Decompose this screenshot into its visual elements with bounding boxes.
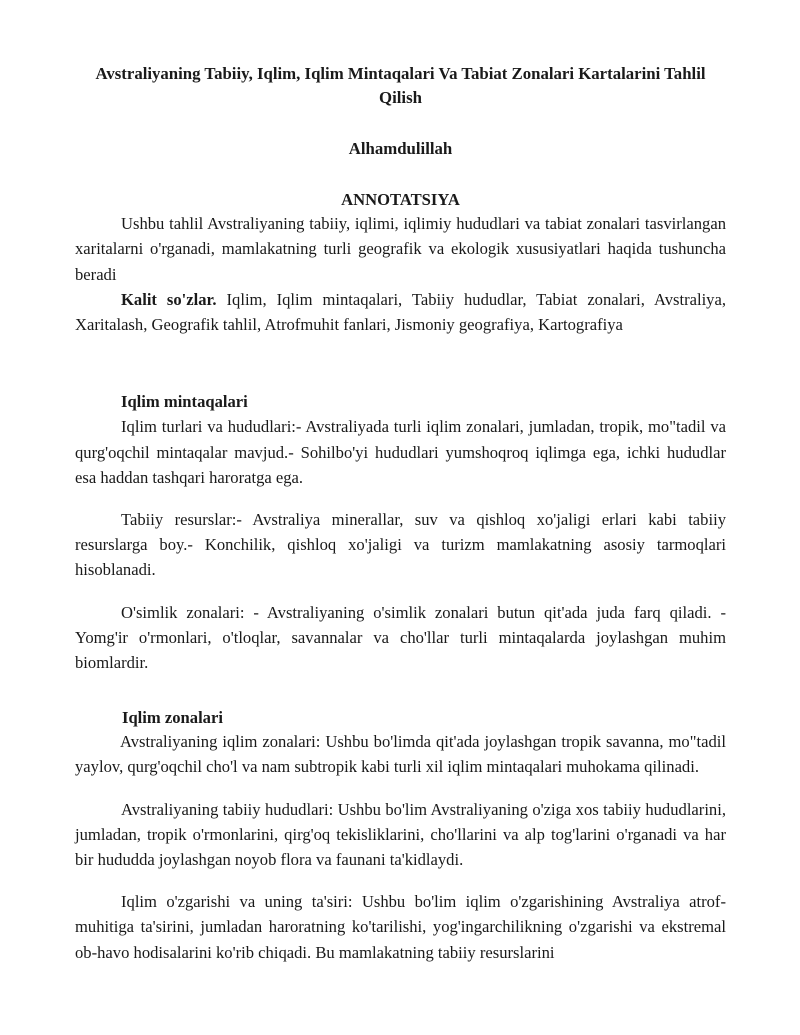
paragraph-natural-regions: Avstraliyaning tabiiy hududlari: Ushbu bo'lim Avstraliyaning o'ziga xos tabiiy hududlarini, jumladan, tropik o'rmonlarini, qirg'oq tekisliklarini, cho'llarini va alp tog'larini o'rganadi va har bir hududda joylashgan noyob flora va faunani ta'kidlaydi. — [75, 799, 726, 870]
paragraph-vegetation-zones: O'simlik zonalari: - Avstraliyaning o'simlik zonalari butun qit'ada juda farq qiladi. - Yomg'ir o'rmonlari, o'tloqlar, savannalar va cho'llar turli mintaqalarda joylashgan muhim biomlardir. — [75, 602, 726, 673]
keywords-label: Kalit so'zlar. — [121, 289, 217, 309]
keywords-paragraph — [75, 287, 726, 337]
paragraph-natural-resources: Tabiiy resurslar:- Avstraliya minerallar, suv va qishloq xo'jaligi erlari kabi tabiiy resurslarga boy.- Konchilik, qishloq xo'jaligi va turizm mamlakatning asosiy tarmoqlari hisoblanadi. — [75, 510, 726, 580]
section-heading-climate-regions: Iqlim mintaqalari — [121, 392, 248, 412]
paragraph-climate-zones: Avstraliyaning iqlim zonalari: Ushbu bo'limda qit'ada joylashgan tropik savanna, mo"tadil yaylov, qurg'oqchil cho'l va nam subtropik kabi turli xil iqlim mintaqalari muhokama qilinadi. — [75, 732, 726, 777]
document-author: Alhamdulillah — [348, 139, 453, 158]
section-heading-climate-zones: Iqlim zonalari — [122, 708, 223, 728]
annotation-heading: ANNOTATSIYA — [341, 190, 460, 210]
document-title: Avstraliyaning Tabiiy, Iqlim, Iqlim Mintaqalari Va Tabiat Zonalari Kartalarini Tahlil Qilish — [95, 64, 706, 107]
keywords-list: Iqlim, Iqlim mintaqalari, Tabiiy hududlar, Tabiat zonalari, Avstraliya, Xaritalash, Geografik tahlil, Atrofmuhit fanlari, Jismoniy geografiya, Kartografiya — [75, 289, 726, 335]
paragraph-climate-types: Iqlim turlari va hududlari:- Avstraliyada turli iqlim zonalari, jumladan, tropik, mo"tadil va qurg'oqchil mintaqalar mavjud.- Sohilbo'yi hududlari yumshoqroq iqlimga ega, ichki hududlar esa haddan tashqari haroratga ega. — [75, 417, 726, 487]
annotation-paragraph: Ushbu tahlil Avstraliyaning tabiiy, iqlimi, iqlimiy hududlari va tabiat zonalari tasvirlangan xaritalarni o'rganadi, mamlakatning turli geografik va ekologik xususiyatlari haqida tushuncha beradi — [75, 214, 726, 284]
document-page — [75, 62, 726, 965]
paragraph-climate-change: Iqlim o'zgarishi va uning ta'siri: Ushbu bo'lim iqlim o'zgarishining Avstraliya atrof-muhitiga ta'sirini, jumladan haroratning ko'tarilishi, yog'ingarchilikning o'zgarishi va ekstremal ob-havo hodisalarini ko'rib chiqadi. Bu mamlakatning tabiiy resurslarini — [75, 892, 726, 962]
